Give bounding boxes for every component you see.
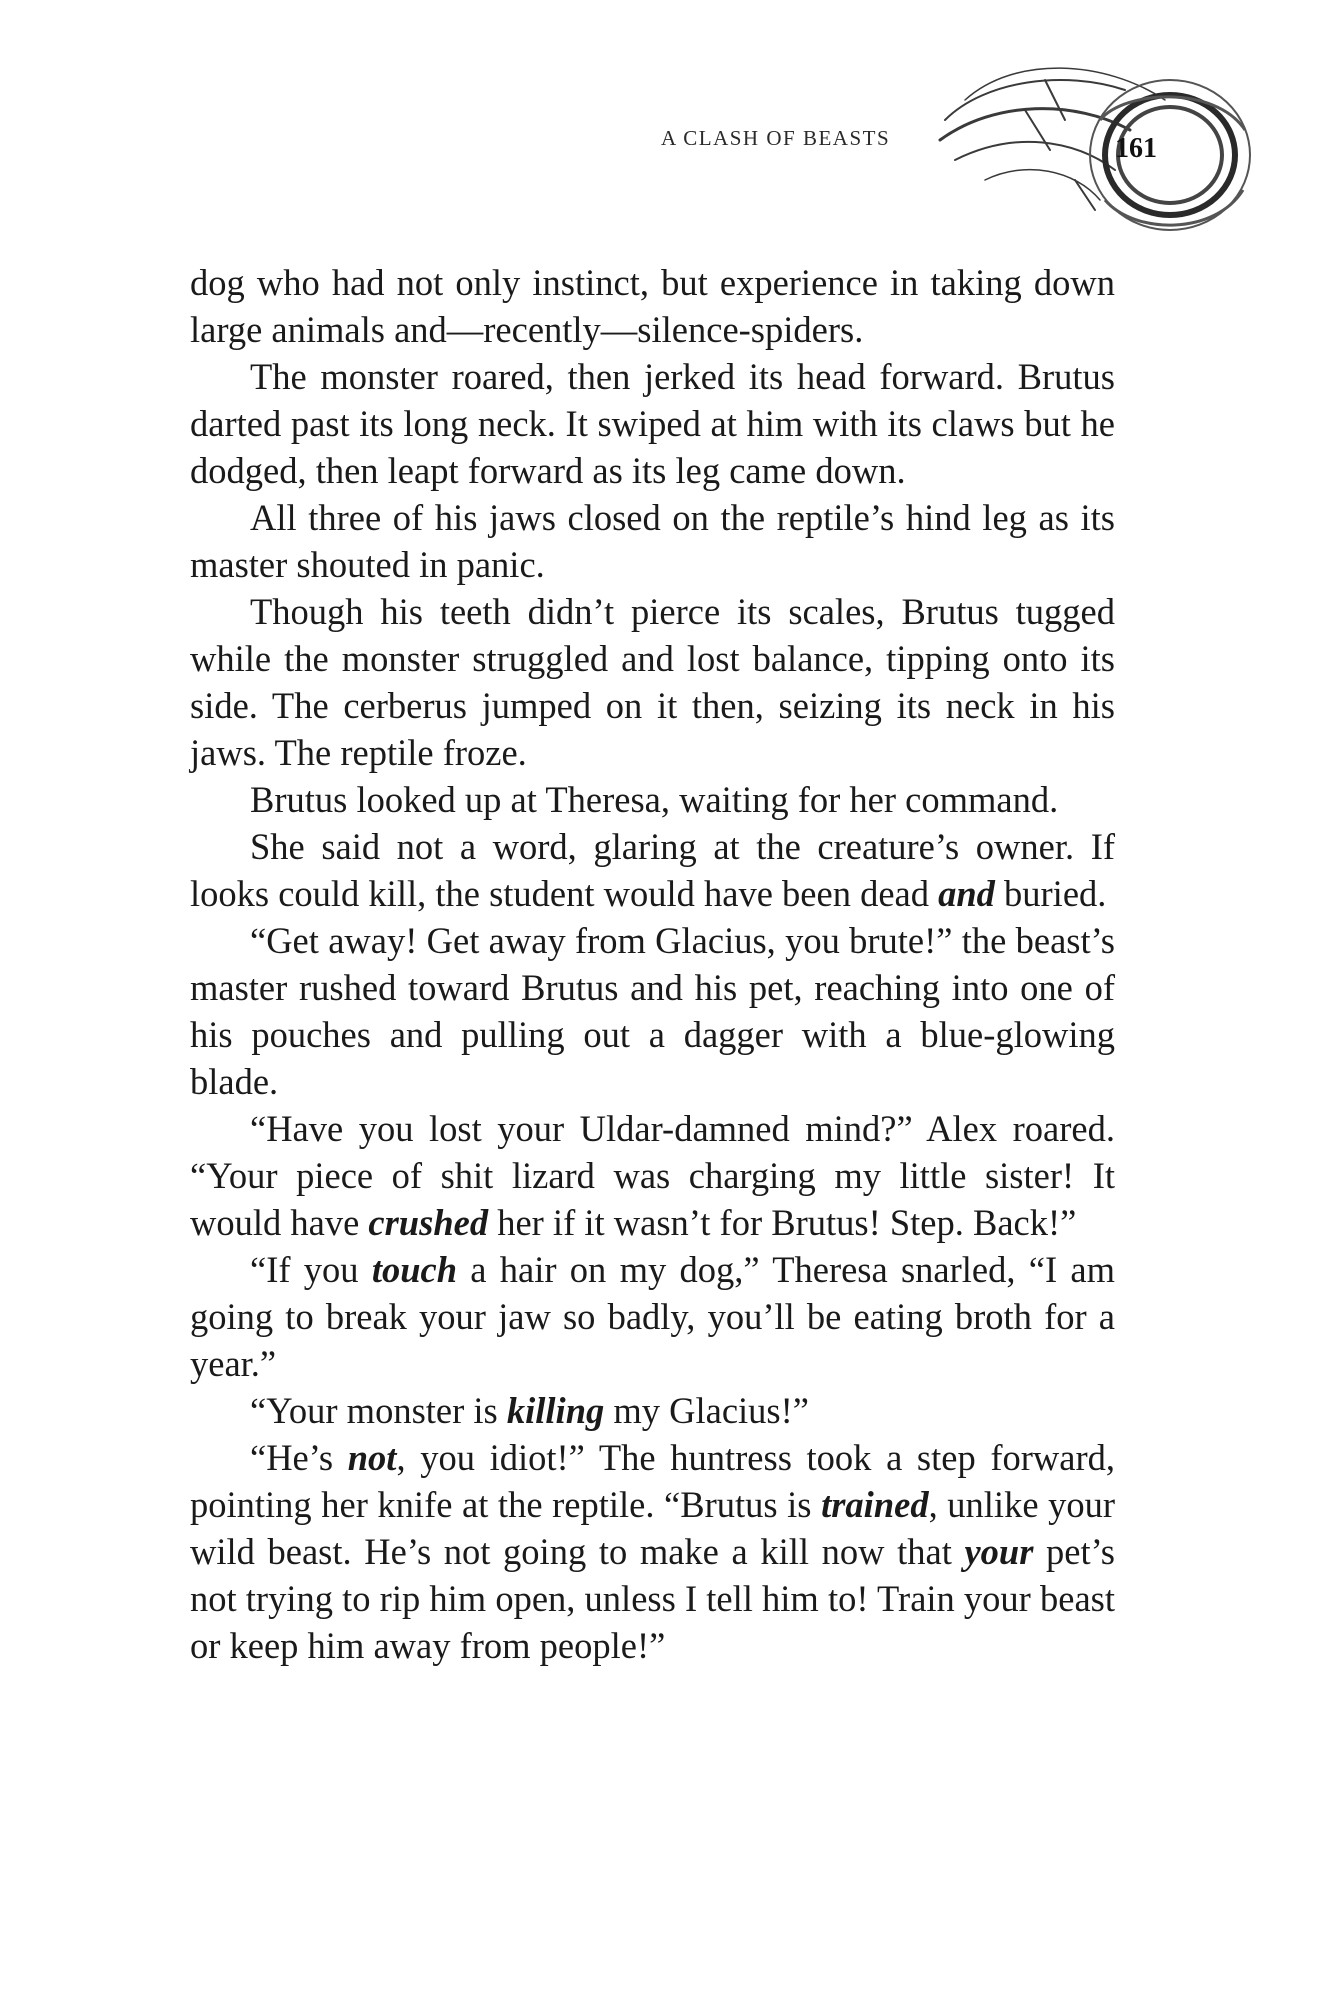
body-text bbox=[190, 259, 1115, 1669]
running-title: A CLASH OF BEASTS bbox=[661, 126, 891, 150]
page-number: 161 bbox=[1115, 133, 1157, 164]
paragraph: Though his teeth didn’t pierce its scales, Brutus tugged while the monster struggled and lost balance, tipping onto its side. The cerberus jumped on it then, seizing its neck in his jaws. The reptile froze. bbox=[190, 591, 1115, 773]
paragraph: “Your monster is killing my Glacius!” bbox=[250, 1390, 809, 1431]
paragraph: She said not a word, glaring at the creature’s owner. If looks could kill, the student would have been dead and buried. bbox=[190, 826, 1115, 914]
paragraph: “Have you lost your Uldar-damned mind?” Alex roared. “Your piece of shit lizard was charging my little sister! It would have crushed her if it wasn’t for Brutus! Step. Back!” bbox=[190, 1108, 1115, 1243]
paragraph: “If you touch a hair on my dog,” Theresa snarled, “I am going to break your jaw so badly, you’ll be eating broth for a year.” bbox=[190, 1249, 1116, 1384]
paragraph: dog who had not only instinct, but experience in taking down large animals and—recently—silence-spiders. bbox=[190, 262, 1115, 350]
paragraph: “He’s not, you idiot!” The huntress took a step forward, pointing her knife at the reptile. “Brutus is trained, unlike your wild beast. He’s not going to make a kill now that your pet’s not trying to rip him open, unless I tell him to! Train your beast or keep him away from people!” bbox=[190, 1437, 1115, 1666]
paragraph: All three of his jaws closed on the reptile’s hind leg as its master shouted in panic. bbox=[190, 497, 1115, 585]
paragraph: Brutus looked up at Theresa, waiting for her command. bbox=[250, 779, 1059, 820]
paragraph: The monster roared, then jerked its head forward. Brutus darted past its long neck. It swiped at him with its claws but he dodged, then leapt forward as its leg came down. bbox=[190, 356, 1115, 491]
paragraph: “Get away! Get away from Glacius, you brute!” the beast’s master rushed toward Brutus and his pet, reaching into one of his pouches and pulling out a dagger with a blue-glowing blade. bbox=[190, 920, 1115, 1102]
